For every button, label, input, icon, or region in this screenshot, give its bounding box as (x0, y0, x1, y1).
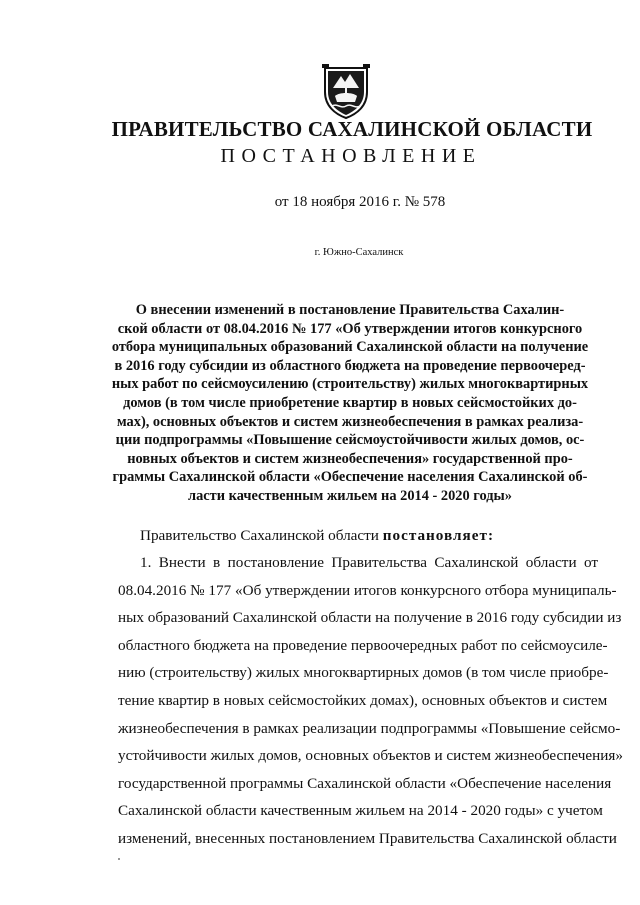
paragraph-line: государственной программы Сахалинской области «Обеспечение населения (118, 774, 612, 792)
subject-line: ской области от 08.04.2016 № 177 «Об утверждении итогов конкурсного (117, 320, 583, 337)
paragraph-line: 08.04.2016 № 177 «Об утверждении итогов конкурсного отбора муниципаль- (118, 581, 617, 599)
document-city: г. Южно-Сахалинск (314, 247, 404, 258)
scan-speck (118, 858, 120, 860)
paragraph-line: ных образований Сахалинской области на получение в 2016 году субсидии из (118, 609, 622, 627)
paragraph-line: Сахалинской области качественным жильем на 2014 - 2020 годы» с учетом (118, 802, 603, 820)
subject-line: ции подпрограммы «Повышение сейсмоустойчивости жилых домов, ос- (115, 432, 585, 449)
paragraph-line: изменений, внесенных постановлением Правительства Сахалинской области (118, 829, 617, 847)
sakhalin-coat-of-arms-icon (319, 62, 373, 120)
subject-line: новных объектов и систем жизнеобеспечения» государственной про- (127, 450, 573, 467)
subject-line: отбора муниципальных образований Сахалинской области на получение (111, 339, 589, 356)
subject-line: О внесении изменений в постановление Правительства Сахалин- (135, 302, 565, 318)
subject-line: граммы Сахалинской области «Обеспечение населения Сахалинской об- (112, 469, 588, 486)
paragraph-line: тение квартир в новых сейсмостойких домах), основных объектов и систем (118, 691, 608, 709)
subject-line: в 2016 году субсидии из областного бюджета на проведение первоочеред- (114, 357, 586, 374)
subject-line: домов (в том числе приобретение квартир в новых сейсмостойких до- (123, 394, 577, 411)
subject-line: ных работ по сейсмоусилению (строительству) жилых многоквартирных (111, 376, 589, 393)
subject-line: мах), основных объектов и систем жизнеобеспечения в рамках реализа- (116, 413, 584, 430)
paragraph-line: 1. Внести в постановление Правительства Сахалинской области от (140, 554, 598, 571)
intro-resolves: постановляет: (382, 527, 495, 544)
paragraph-line: устойчивости жилых домов, основных объектов и систем жизнеобеспечения» (118, 747, 623, 765)
document-type: ПОСТАНОВЛЕНИЕ (220, 145, 482, 167)
document-date-number: от 18 ноября 2016 г. № 578 (274, 194, 446, 210)
document-subject (110, 301, 590, 506)
organization-title: ПРАВИТЕЛЬСТВО САХАЛИНСКОЙ ОБЛАСТИ (111, 117, 593, 141)
decree-intro (140, 527, 494, 545)
decree-paragraph-1 (118, 549, 623, 853)
subject-line: ласти качественным жильем на 2014 - 2020 годы» (188, 487, 512, 504)
paragraph-line: областного бюджета на проведение первоочередных работ по сейсмоусиле- (118, 636, 608, 654)
intro-text: Правительство Сахалинской области (140, 527, 383, 544)
paragraph-line: нию (строительству) жилых многоквартирных домов (в том числе приобре- (118, 664, 609, 682)
paragraph-line: жизнеобеспечения в рамках реализации подпрограммы «Повышение сейсмо- (118, 719, 621, 737)
